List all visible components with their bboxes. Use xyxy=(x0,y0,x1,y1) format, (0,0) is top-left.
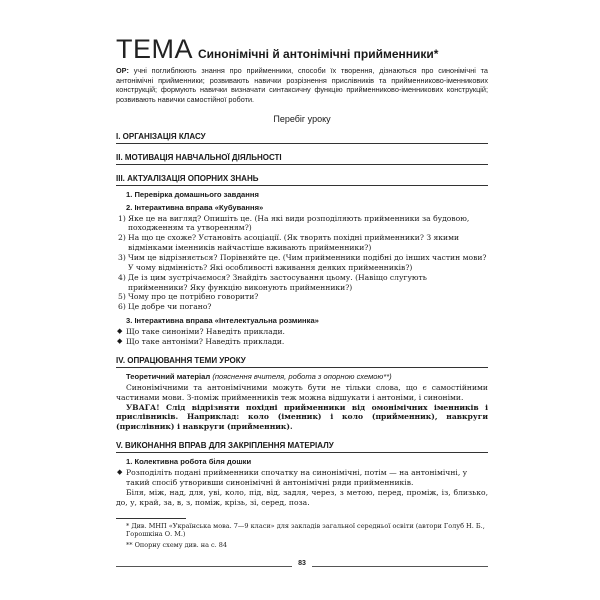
preposition-words: Біля, між, над, для, уві, коло, під, від, задля, через, з метою, перед, проміж, із, близько, до, у, край, за, в, з, поміж, крізь, зі, серед, поза. xyxy=(116,487,488,507)
bullet-icon: ◆ xyxy=(117,327,123,336)
page-content xyxy=(116,36,488,550)
warmup-bullets xyxy=(116,327,488,347)
subsection-warmup: 3. Інтерактивна вправа «Інтелектуальна розминка» xyxy=(126,316,319,326)
bullet-icon: ◆ xyxy=(117,336,123,345)
page-number: 83 xyxy=(292,560,312,567)
list-item: ◆ Розподіліть подані прийменники спочатку на синонімічні, потім — на антонімічні, у такий спосіб утворивши синонімічні й антонімічні ряди прийменників. xyxy=(117,468,468,487)
section-heading-4: IV. ОПРАЦЮВАННЯ ТЕМИ УРОКУ xyxy=(116,356,488,368)
page-footer xyxy=(116,560,488,572)
subsection-homework: 1. Перевірка домашнього завдання xyxy=(126,189,259,199)
theory-lead: Теоретичний матеріал (пояснення вчителя, робота з опорною схемою**) xyxy=(126,371,392,381)
attention-paragraph: УВАГА! Слід відрізняти похідні прийменники від омонімічних іменників і прислівників. Наприклад: коло (іменник) і коло (прийменник), навкруги (прислівник) і навкруги (прийменник). xyxy=(116,402,488,432)
theory-paragraph: Синонімічними та антонімічними можуть бути не тільки слова, що є самостійними частинами мови. З-поміж прийменників теж можна відшукати і антоніми, і синоніми. xyxy=(116,382,488,402)
list-item: ◆ Що таке синоніми? Наведіть приклади. xyxy=(117,327,285,337)
topic-word: ТЕМА xyxy=(116,34,194,64)
learning-goals xyxy=(116,66,488,105)
goals-text: учні поглиблюють знання про прийменники, способи їх творення, дізнаються про синонімічні та антонімічні прийменники; розвивають навички розрізнення прислівників та прийменниково-іменникових конструкцій; формують навички визначати синтаксичну функцію прийменниково-іменникових конструкцій; розвивають навички самостійної роботи. xyxy=(116,66,488,104)
goals-label: ОР: xyxy=(116,66,129,75)
list-item: 3) Чим це відрізняється? Порівняйте це. (Чим прийменники подібні до інших частин мови? У чому відмінність? Які особливості вживання деяких прийменників?) xyxy=(118,252,487,272)
subsection-cubing: 2. Інтерактивна вправа «Кубування» xyxy=(126,202,264,212)
list-item: 1) Яке це на вигляд? Опишіть це. (На які види розподіляють прийменники за будовою, походженням та утворенням?) xyxy=(118,213,470,233)
footnote-2: ** Опорну схему див. на с. 84 xyxy=(126,541,228,550)
bullet-icon: ◆ xyxy=(117,468,123,477)
subsection-board-work: 1. Колективна робота біля дошки xyxy=(126,457,252,467)
list-item: 4) Де із цим зустрічаємося? Знайдіть застосування цьому. (Навіщо слугують прийменники? Яку функцію виконують прийменники?) xyxy=(118,272,427,292)
list-item: 6) Це добре чи погано? xyxy=(118,302,212,312)
list-item: ◆ Що таке антоніми? Наведіть приклади. xyxy=(117,336,285,346)
topic-title: Синонімічні й антонімічні прийменники* xyxy=(198,47,439,61)
list-item: 5) Чому про це потрібно говорити? xyxy=(118,292,259,302)
footnote-1: * Див. МНП «Українська мова. 7—9 класи» для закладів загальної середньої освіти (автори Голуб Н. Б., Горошкіна О. М.) xyxy=(126,521,485,538)
section-heading-2: II. МОТИВАЦІЯ НАВЧАЛЬНОЇ ДІЯЛЬНОСТІ xyxy=(116,153,488,165)
footnote-divider xyxy=(116,518,186,519)
lesson-heading: Перебіг уроку xyxy=(273,113,331,124)
section-heading-1: I. ОРГАНІЗАЦІЯ КЛАСУ xyxy=(116,132,488,144)
question-list xyxy=(116,214,488,313)
section-heading-5: V. ВИКОНАННЯ ВПРАВ ДЛЯ ЗАКРІПЛЕННЯ МАТЕРІАЛУ xyxy=(116,441,488,453)
topic-header xyxy=(116,36,488,63)
list-item: 2) На що це схоже? Установіть асоціації. (Як творять похідні прийменники? З якими відмінками іменників найчастіше вживають прийменники?) xyxy=(118,233,460,253)
section-heading-3: III. АКТУАЛІЗАЦІЯ ОПОРНИХ ЗНАНЬ xyxy=(116,174,488,186)
exercise-bullets xyxy=(116,468,488,488)
